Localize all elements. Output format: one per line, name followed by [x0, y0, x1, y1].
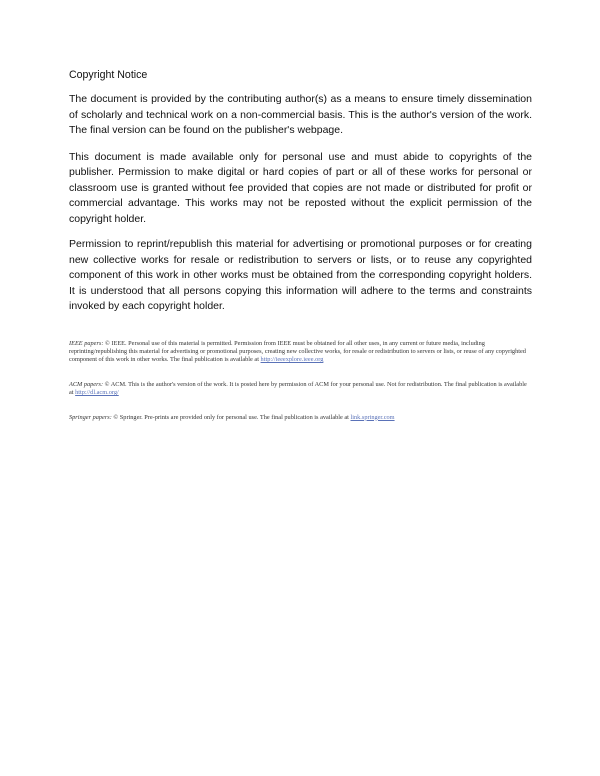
- acm-link[interactable]: http://dl.acm.org/: [75, 389, 119, 397]
- ieee-link[interactable]: http://ieeexplore.ieee.org: [260, 356, 324, 364]
- ieee-lead: IEEE papers:: [69, 339, 104, 347]
- acm-lead: ACM papers:: [69, 380, 104, 388]
- springer-notice: [69, 414, 532, 422]
- acm-text: © ACM. This is the author's version of the work. It is posted here by permission of ACM for your personal use. Not for redistribution. The final publication is available at: [69, 380, 527, 397]
- ieee-text: © IEEE. Personal use of this material is permitted. Permission from IEEE must be obtained for all other uses, in any current or future media, including reprinting/republishing this material for advertising or promotional purposes, creating new collective works, for resale or redistribution to servers or lists, or reuse of any copyrighted component of this work in other works. The final publication is available at: [69, 339, 526, 364]
- springer-link[interactable]: link.springer.com: [350, 413, 395, 421]
- notice-heading: Copyright Notice: [69, 69, 148, 81]
- notice-paragraph-1: The document is provided by the contributing author(s) as a means to ensure timely dissemination of scholarly and technical work on a non-commercial basis. This is the author's version of the work. The final version can be found on the publisher's webpage.: [69, 93, 532, 136]
- publisher-notices: [69, 340, 532, 422]
- acm-notice: [69, 381, 532, 398]
- notice-paragraph-3: Permission to reprint/republish this material for advertising or promotional purposes or for creating new collective works for resale or redistribution to servers or lists, or to reuse any copyrighted component of this work in other works must be obtained from the corresponding copyright holders. It is understood that all persons copying this information will adhere to the terms and constraints invoked by each copyright holder.: [69, 238, 532, 312]
- ieee-notice: [69, 340, 532, 365]
- notice-paragraph-2: This document is made available only for personal use and must abide to copyrights of the publisher. Permission to make digital or hard copies of part or all of these works for personal or classroom use is granted without fee provided that copies are not made or distributed for profit or commercial advantage. This works may not be reposted without the explicit permission of the copyright holder.: [69, 150, 532, 225]
- springer-lead: Springer papers:: [69, 413, 112, 421]
- springer-text: © Springer. Pre-prints are provided only for personal use. The final publication is available at: [111, 413, 351, 421]
